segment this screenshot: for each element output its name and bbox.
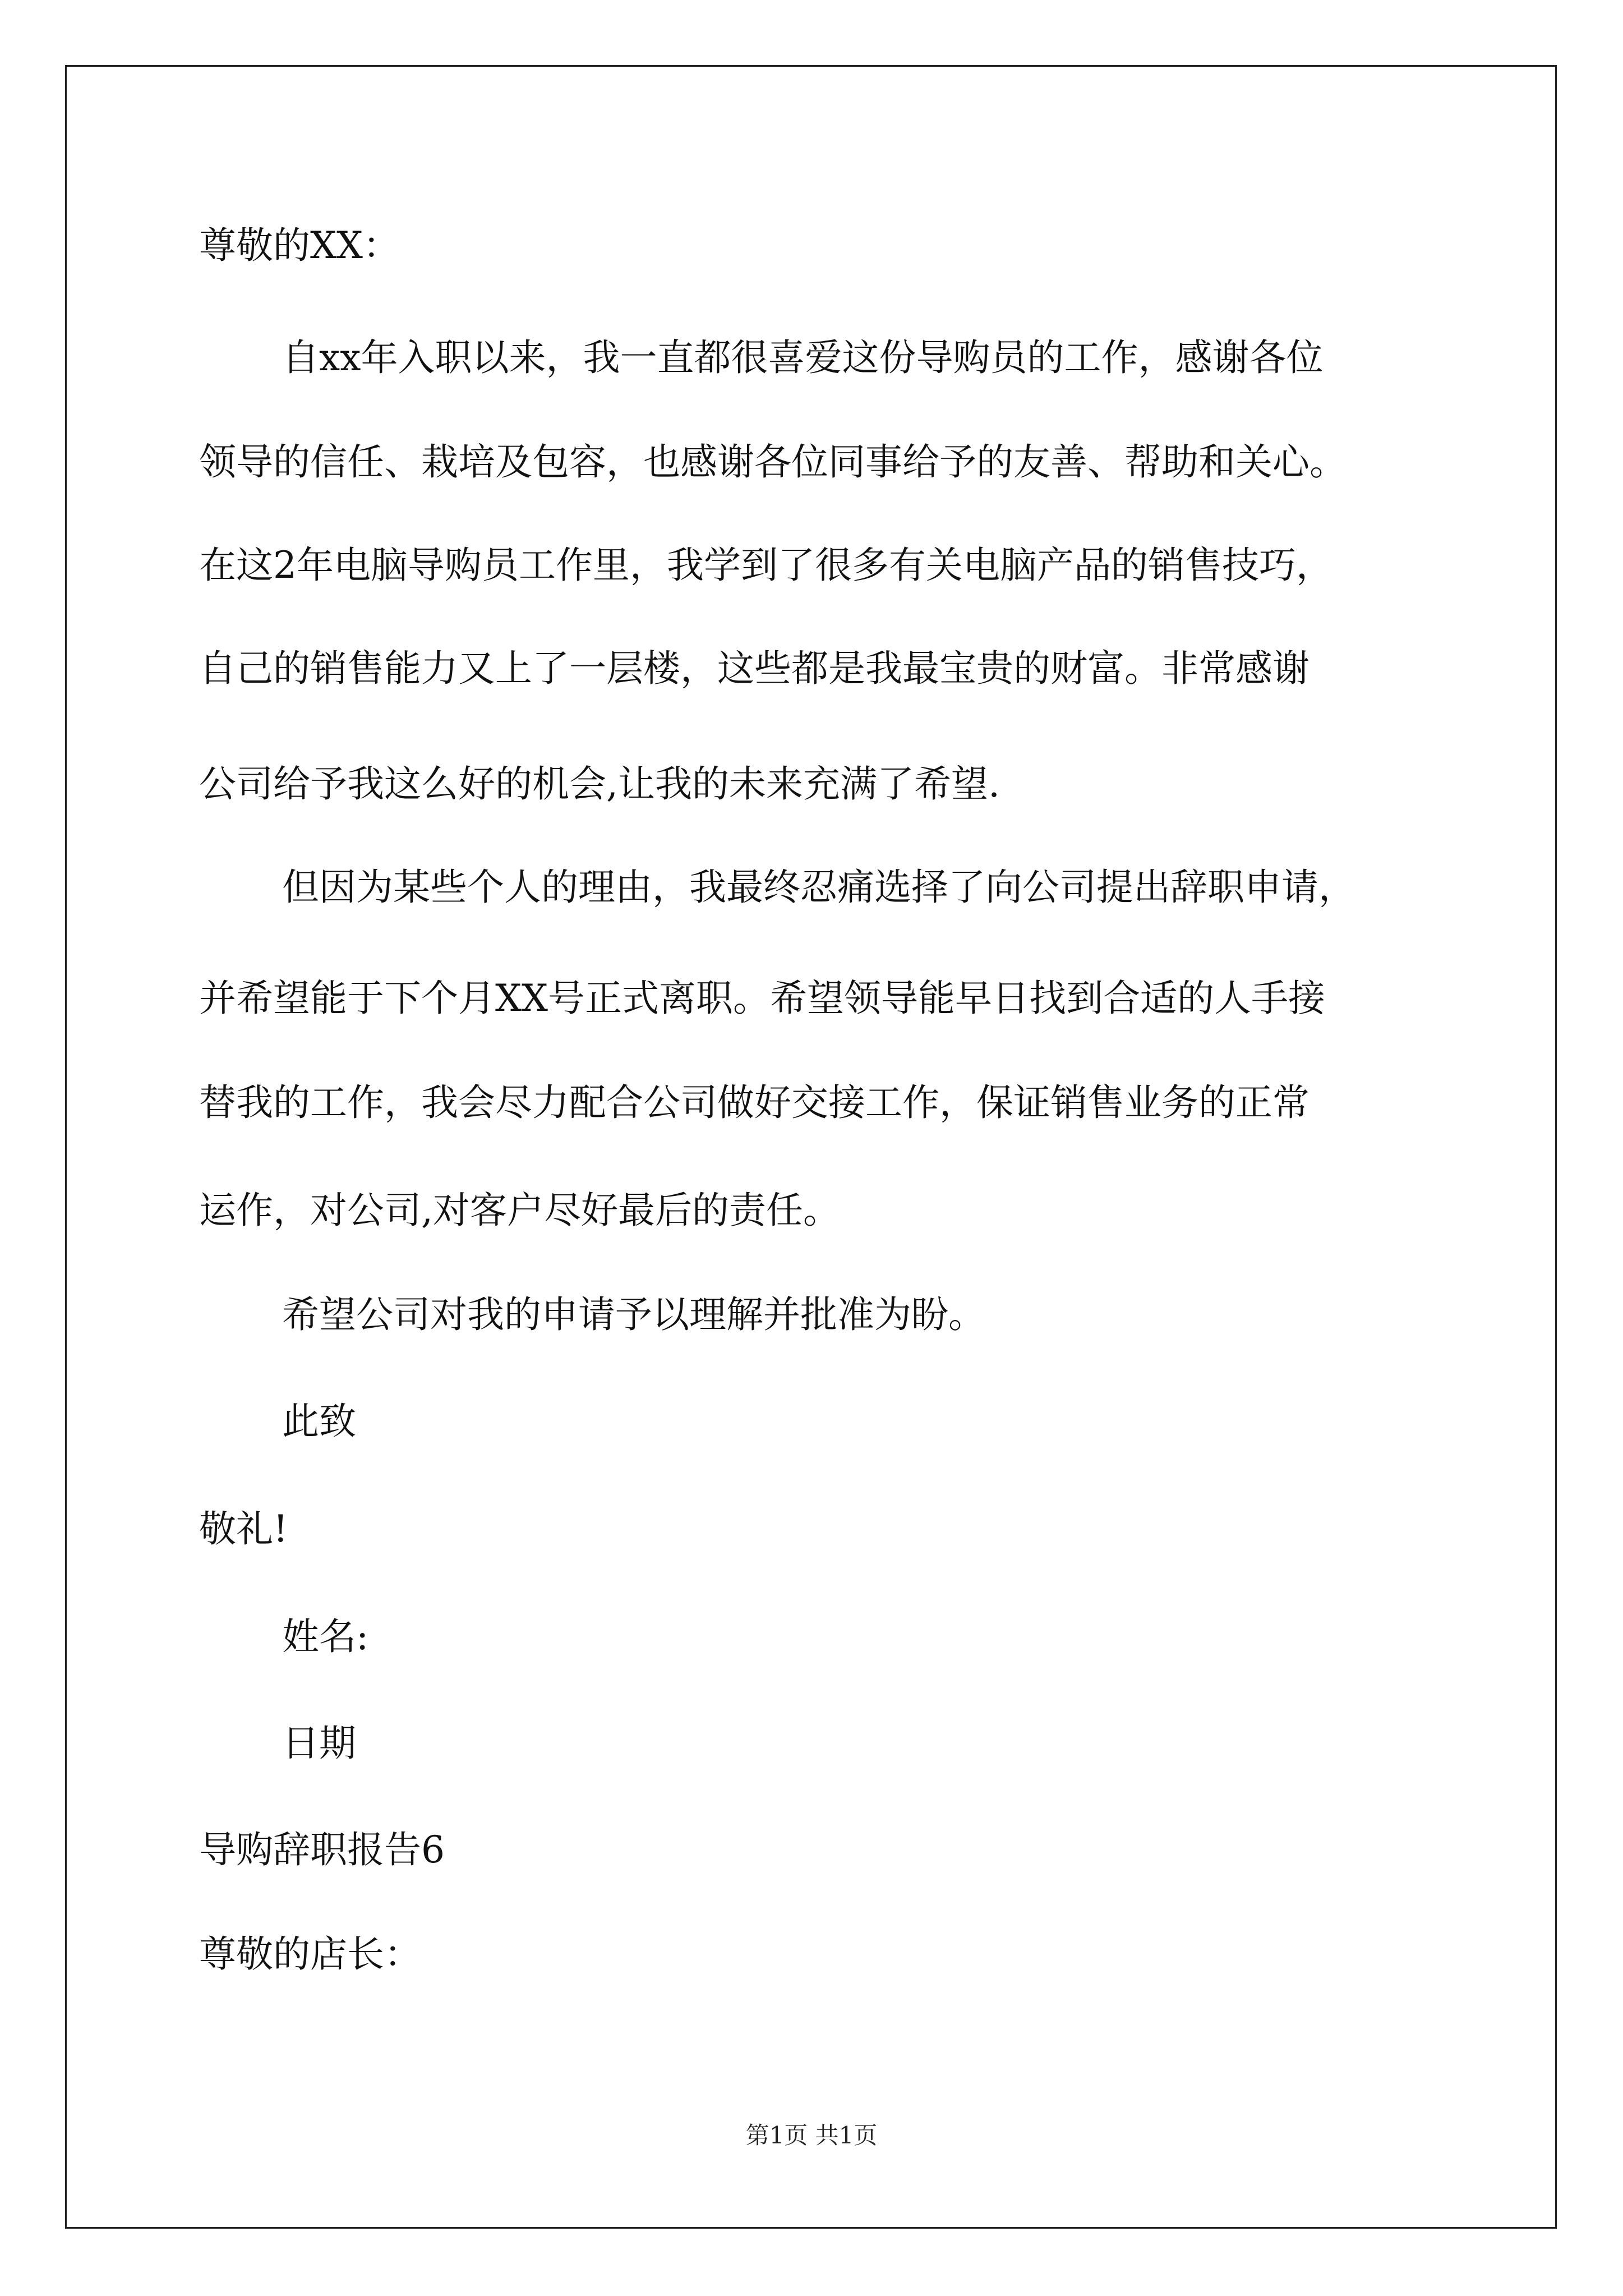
page-border: [65, 65, 1557, 2229]
signature-date-label: 日期: [282, 1722, 356, 1765]
page-footer: 第1页 共1页: [745, 2122, 878, 2149]
section-title: 导购辞职报告6: [199, 1828, 445, 1871]
paragraph-line: 公司给予我这么好的机会,让我的未来充满了希望.: [199, 762, 1000, 806]
paragraph-line: 希望公司对我的申请予以理解并批准为盼。: [282, 1293, 985, 1336]
salutation: 尊敬的XX：: [199, 224, 400, 267]
salutation: 尊敬的店长：: [199, 1932, 421, 1976]
paragraph-line: 运作，对公司,对客户尽好最后的责任。: [199, 1189, 840, 1232]
signature-name-label: 姓名:: [282, 1615, 369, 1658]
closing-line: 此致: [282, 1400, 356, 1443]
closing-line: 敬礼!: [199, 1507, 288, 1550]
paragraph-line: 替我的工作，我会尽力配合公司做好交接工作，保证销售业务的正常: [199, 1081, 1310, 1124]
paragraph-line: 领导的信任、栽培及包容，也感谢各位同事给予的友善、帮助和关心。: [199, 440, 1347, 484]
paragraph-line: 并希望能于下个月XX号正式离职。希望领导能早日找到合适的人手接: [199, 977, 1325, 1020]
paragraph-line: 但因为某些个人的理由，我最终忍痛选择了向公司提出辞职申请，: [282, 866, 1355, 909]
paragraph-line: 自己的销售能力又上了一层楼，这些都是我最宝贵的财富。非常感谢: [199, 647, 1310, 690]
paragraph-line: 在这2年电脑导购员工作里，我学到了很多有关电脑产品的销售技巧，: [199, 544, 1333, 587]
paragraph-line: 自xx年入职以来，我一直都很喜爱这份导购员的工作，感谢各位: [282, 336, 1324, 379]
